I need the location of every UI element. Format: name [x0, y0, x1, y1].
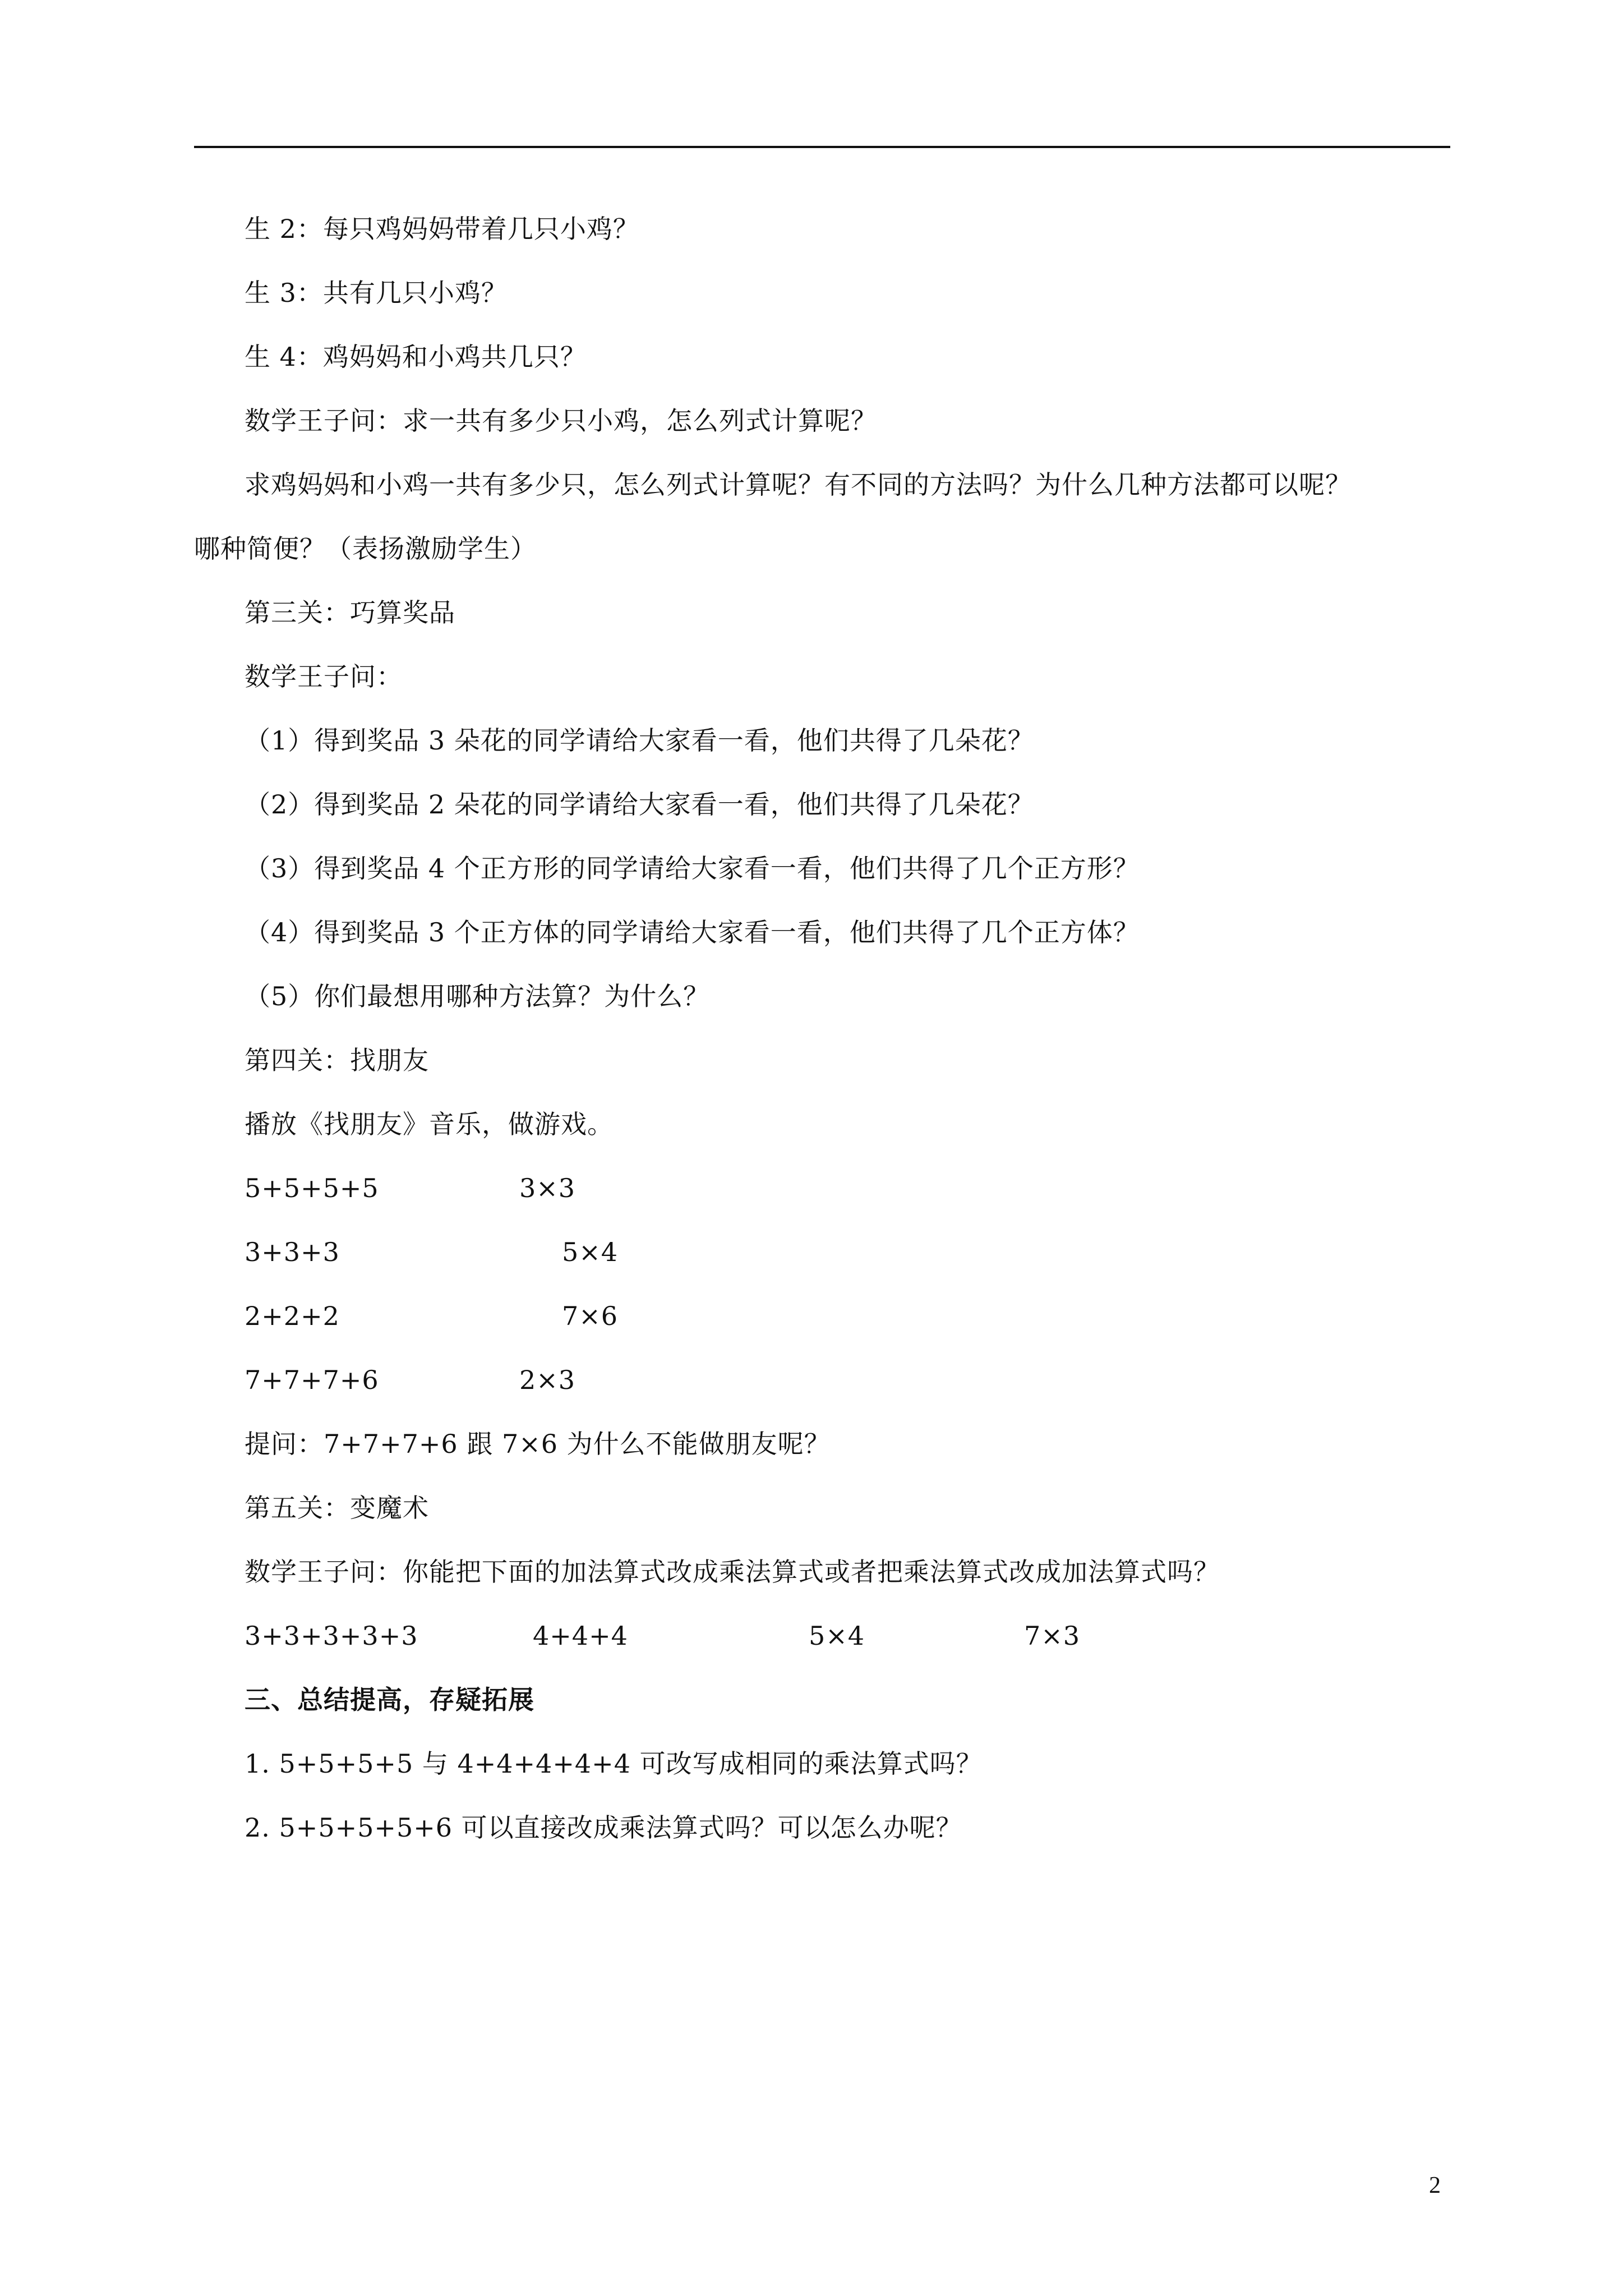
question-1: （1）得到奖品 3 朵花的同学请给大家看一看，他们共得了几朵花？	[245, 725, 1034, 756]
magic-expression-1: 3+3+3+3+3	[245, 1621, 418, 1651]
pair-left-2: 3+3+3	[245, 1237, 340, 1267]
level-five-heading: 第五关：变魔术	[245, 1493, 429, 1523]
question-4: （4）得到奖品 3 个正方体的同学请给大家看一看，他们共得了几个正方体？	[245, 917, 1140, 947]
magic-expression-4: 7×3	[1024, 1621, 1081, 1651]
student-4-line: 生 4：鸡妈妈和小鸡共几只？	[245, 342, 587, 372]
paragraph-line-2: 哪种简便？（表扬激励学生）	[194, 533, 537, 564]
question-5: （5）你们最想用哪种方法算？为什么？	[245, 981, 710, 1011]
pair-right-4: 2×3	[519, 1365, 576, 1395]
magic-expression-2: 4+4+4	[533, 1621, 628, 1651]
student-2-line: 生 2：每只鸡妈妈带着几只小鸡？	[245, 214, 639, 244]
level-four-heading: 第四关：找朋友	[245, 1045, 429, 1075]
game-instruction: 播放《找朋友》音乐，做游戏。	[245, 1109, 614, 1139]
summary-item-1: 1. 5+5+5+5 与 4+4+4+4+4 可改写成相同的乘法算式吗？	[245, 1749, 983, 1779]
pair-right-3: 7×6	[562, 1301, 619, 1331]
question-3: （3）得到奖品 4 个正方形的同学请给大家看一看，他们共得了几个正方形？	[245, 853, 1140, 884]
pair-left-4: 7+7+7+6	[245, 1365, 379, 1395]
page-number: 2	[1429, 2173, 1441, 2198]
magic-expression-3: 5×4	[809, 1621, 865, 1651]
section-three-heading: 三、总结提高，存疑拓展	[245, 1685, 534, 1715]
pair-left-3: 2+2+2	[245, 1301, 340, 1331]
pair-right-2: 5×4	[562, 1237, 619, 1267]
prince-question-line: 数学王子问：求一共有多少只小鸡，怎么列式计算呢？	[245, 406, 877, 436]
paragraph-line-1: 求鸡妈妈和小鸡一共有多少只，怎么列式计算呢？有不同的方法吗？为什么几种方法都可以呢？	[245, 470, 1352, 500]
student-3-line: 生 3：共有几只小鸡？	[245, 278, 508, 308]
level-three-heading: 第三关：巧算奖品	[245, 597, 455, 628]
question-2: （2）得到奖品 2 朵花的同学请给大家看一看，他们共得了几朵花？	[245, 789, 1034, 820]
pair-right-1: 3×3	[519, 1173, 576, 1203]
question-line: 提问：7+7+7+6 跟 7×6 为什么不能做朋友呢？	[245, 1429, 831, 1459]
prince-question-label: 数学王子问：	[245, 661, 403, 692]
magic-question: 数学王子问：你能把下面的加法算式改成乘法算式或者把乘法算式改成加法算式吗？	[245, 1557, 1220, 1587]
pair-left-1: 5+5+5+5	[245, 1173, 379, 1203]
header-rule	[194, 146, 1450, 148]
summary-item-2: 2. 5+5+5+5+6 可以直接改成乘法算式吗？可以怎么办呢？	[245, 1812, 962, 1843]
